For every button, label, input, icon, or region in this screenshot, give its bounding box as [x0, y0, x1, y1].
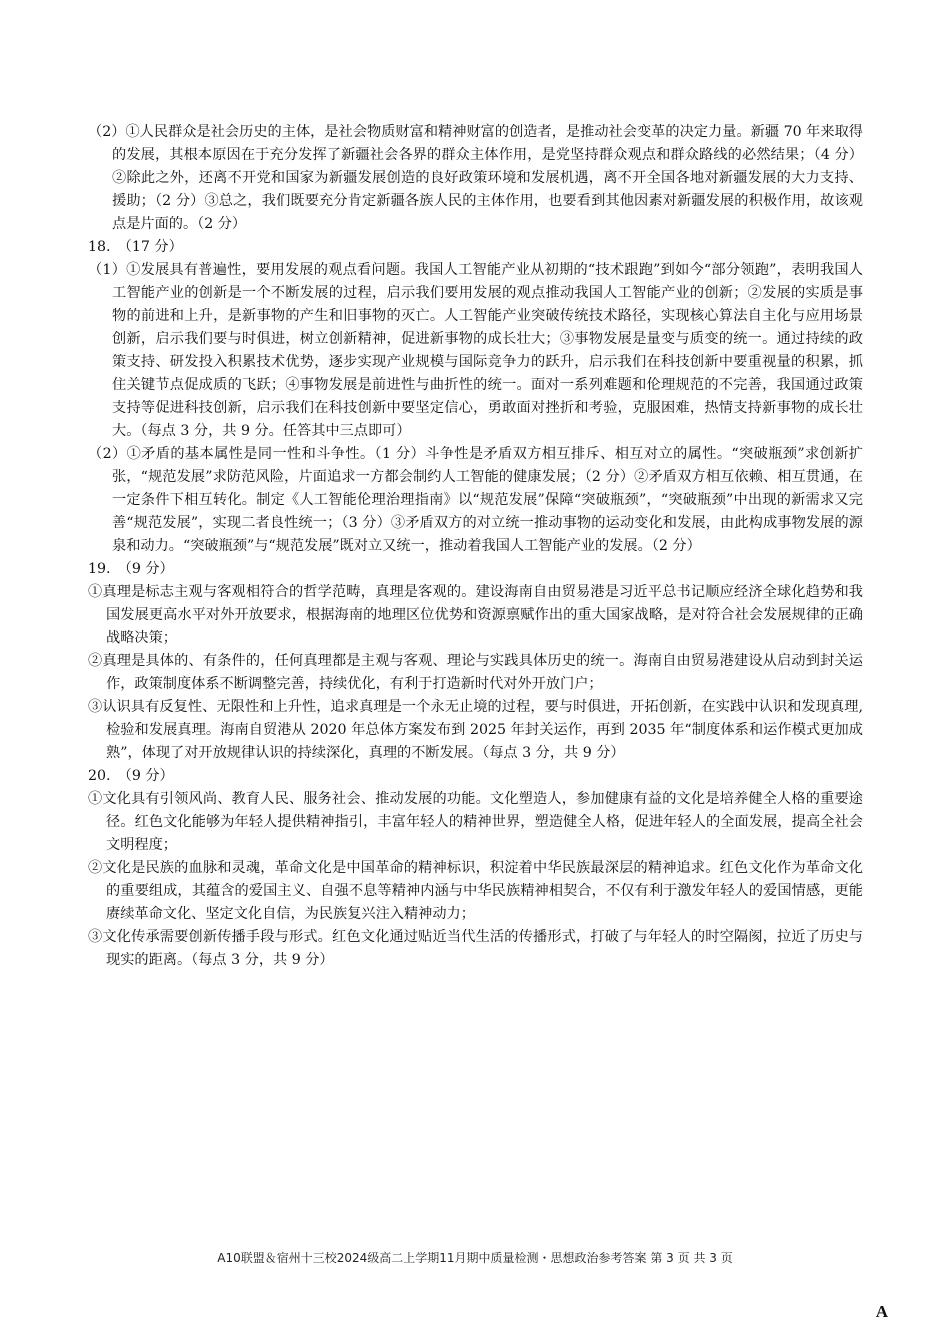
q20-point-2: ②文化是民族的血脉和灵魂，革命文化是中国革命的精神标识，积淀着中华民族最深层的精神追求。红色文化作为革命文化的重要组成，其蕴含的爱国主义、自强不息等精神内涵与中华民族精神相契合，不仅有利于激发年轻人的爱国情感，更能赓续革命文化、坚定文化自信，为民族复兴注入精神动力； [88, 860, 863, 922]
q18-part2: （2）①矛盾的基本属性是同一性和斗争性。（1 分）斗争性是矛盾双方相互排斥、相互对立的属性。“突破瓶颈”求创新扩张，“规范发展”求防范风险，片面追求一方都会制约人工智能的健康发展；（2 分）②矛盾双方相互依赖、相互贯通，在一定条件下相互转化。制定《人工智能伦理治理指南》以“规范发展”保障“突破瓶颈”，“突破瓶颈”中出现的新需求又完善“规范发展”，实现二者良性统一；（3 分）③矛盾双方的对立统一推动事物的运动变化和发展，由此构成事物发展的源泉和动力。“突破瓶颈”与“规范发展”既对立又统一，推动着我国人工智能产业的发展。（2 分） [88, 446, 863, 554]
q18-part1: （1）①发展具有普遍性，要用发展的观点看问题。我国人工智能产业从初期的“技术跟跑”到如今“部分领跑”，表明我国人工智能产业的创新是一个不断发展的过程，启示我们要用发展的观点推动我国人工智能产业的创新；②发展的实质是事物的前进和上升，是新事物的产生和旧事物的灭亡。人工智能产业突破传统技术路径，实现核心算法自主化与应用场景创新，启示我们要与时俱进，树立创新精神，促进新事物的成长壮大；③事物发展是量变与质变的统一。通过持续的政策支持、研发投入积累技术优势，逐步实现产业规模与国际竞争力的跃升，启示我们在科技创新中要重视量的积累，抓住关键节点促成质的飞跃；④事物发展是前进性与曲折性的统一。面对一系列难题和伦理规范的不完善，我国通过政策支持等促进科技创新，启示我们在科技创新中要坚定信心，勇敢面对挫折和考验，克服困难，热情支持新事物的成长壮大。（每点 3 分，共 9 分。任答其中三点即可） [88, 262, 863, 439]
q20-point-3: ③文化传承需要创新传播手段与形式。红色文化通过贴近当代生活的传播形式，打破了与年轻人的时空隔阂，拉近了历史与现实的距离。（每点 3 分，共 9 分） [88, 929, 863, 968]
q19-point-2: ②真理是具体的、有条件的，任何真理都是主观与客观、理论与实践具体历史的统一。海南自由贸易港建设从启动到封关运作，政策制度体系不断调整完善，持续优化，有利于打造新时代对外开放门户； [88, 653, 863, 692]
q20-heading: 20. （9 分） [88, 768, 174, 784]
q19-heading: 19. （9 分） [88, 561, 174, 577]
q18-heading: 18. （17 分） [88, 239, 183, 255]
q20-point-1: ①文化具有引领风尚、教育人民、服务社会、推动发展的功能。文化塑造人，参加健康有益的文化是培养健全人格的重要途径。红色文化能够为年轻人提供精神指引，丰富年轻人的精神世界，塑造健全人格，促进年轻人的全面发展，提高全社会文明程度； [88, 791, 863, 853]
q17-part2: （2）①人民群众是社会历史的主体，是社会物质财富和精神财富的创造者，是推动社会变革的决定力量。新疆 70 年来取得的发展，其根本原因在于充分发挥了新疆社会各界的群众主体作用，是党坚持群众观点和群众路线的必然结果；（4 分）②除此之外，还离不开党和国家为新疆发展创造的良好政策环境和发展机遇，离不开全国各地对新疆发展的大力支持、援助；（2 分）③总之，我们既要充分肯定新疆各族人民的主体作用，也要看到其他因素对新疆发展的积极作用，故该观点是片面的。（2 分） [88, 124, 863, 232]
page-footer: A10联盟＆宿州十三校2024级高二上学期11月期中质量检测・思想政治参考答案 第 3 页 共 3 页 [217, 1251, 733, 1265]
q19-point-3: ③认识具有反复性、无限性和上升性，追求真理是一个永无止境的过程，要与时俱进，开拓创新，在实践中认识和发现真理,检验和发展真理。海南自贸港从 2020 年总体方案发布到 2025 年封关运作，再到 2035 年“制度体系和运作模式更加成熟”，体现了对开放规律认识的持续深化，真理的不断发展。（每点 3 分，共 9 分） [88, 699, 863, 761]
q19-point-1: ①真理是标志主观与客观相符合的哲学范畴，真理是客观的。建设海南自由贸易港是习近平总书记顺应经济全球化趋势和我国发展更高水平对外开放要求，根据海南的地理区位优势和资源禀赋作出的重大国家战略，是对符合社会发展规律的正确战略决策； [88, 584, 863, 646]
corner-mark: A [875, 1302, 888, 1321]
answer-content [88, 121, 863, 972]
